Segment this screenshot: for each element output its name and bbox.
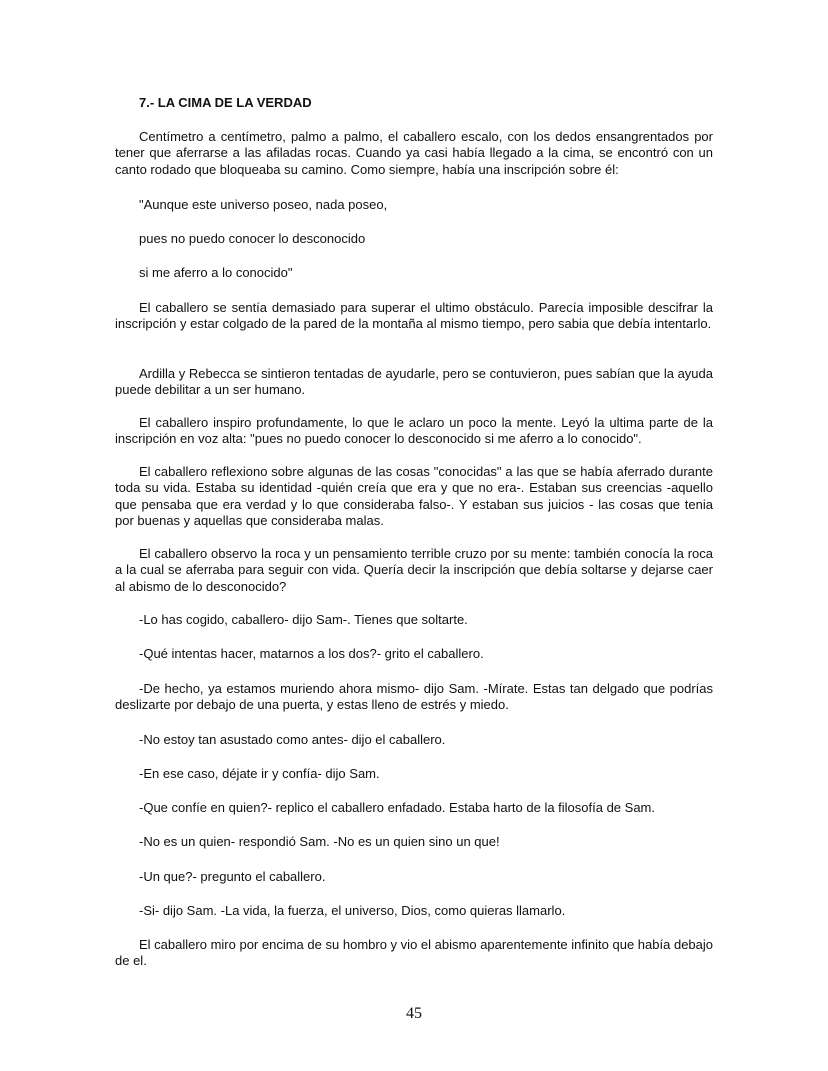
paragraph: El caballero observo la roca y un pensamiento terrible cruzo por su mente: también conocía la roca a la cual se aferraba para seguir con vida. Quería decir la inscripción que debía soltarse y dejarse caer al abismo de lo desconocido? xyxy=(115,546,713,594)
paragraph: Ardilla y Rebecca se sintieron tentadas de ayudarle, pero se contuvieron, pues sabían que la ayuda puede debilitar a un ser humano. xyxy=(115,366,713,398)
paragraph: El caballero inspiro profundamente, lo que le aclaro un poco la mente. Leyó la ultima parte de la inscripción en voz alta: "pues no puedo conocer lo desconocido si me aferro a lo conocido". xyxy=(115,415,713,447)
dialogue-line: -Qué intentas hacer, matarnos a los dos?- grito el caballero. xyxy=(139,646,484,661)
paragraph: Centímetro a centímetro, palmo a palmo, el caballero escalo, con los dedos ensangrentados por tener que aferrarse a las afiladas rocas. Cuando ya casi había llegado a la cima, se encontró con un canto rodado que bloqueaba su camino. Como siempre, había una inscripción sobre él: xyxy=(115,129,713,177)
dialogue-line: -Lo has cogido, caballero- dijo Sam-. Tienes que soltarte. xyxy=(139,612,468,627)
dialogue-line: -Un que?- pregunto el caballero. xyxy=(139,869,326,884)
dialogue-line: -De hecho, ya estamos muriendo ahora mismo- dijo Sam. -Mírate. Estas tan delgado que podrías deslizarte por debajo de una puerta, y estas lleno de estrés y miedo. xyxy=(115,681,713,713)
dialogue-line: -Que confíe en quien?- replico el caballero enfadado. Estaba harto de la filosofía de Sam. xyxy=(139,800,655,815)
paragraph: El caballero miro por encima de su hombro y vio el abismo aparentemente infinito que había debajo de el. xyxy=(115,937,713,969)
dialogue-line: -Si- dijo Sam. -La vida, la fuerza, el universo, Dios, como quieras llamarlo. xyxy=(139,903,566,918)
page-number: 45 xyxy=(406,1005,422,1022)
inscription-line: si me aferro a lo conocido" xyxy=(139,265,293,280)
dialogue-line: -No estoy tan asustado como antes- dijo el caballero. xyxy=(139,732,446,747)
dialogue-line: -En ese caso, déjate ir y confía- dijo Sam. xyxy=(139,766,380,781)
chapter-title: 7.- LA CIMA DE LA VERDAD xyxy=(139,95,312,110)
dialogue-line: -No es un quien- respondió Sam. -No es un quien sino un que! xyxy=(139,834,500,849)
inscription-line: "Aunque este universo poseo, nada poseo, xyxy=(139,197,388,212)
paragraph: El caballero reflexiono sobre algunas de las cosas "conocidas" a las que se había aferrado durante toda su vida. Estaba su identidad -quién creía que era y que no era-. Estaban sus creencias -aquello que pensaba que era verdad y lo que consideraba falso-. Y estaban sus juicios - las cosas que tenia por buenas y aquellas que consideraba malas. xyxy=(115,464,713,529)
paragraph: El caballero se sentía demasiado para superar el ultimo obstáculo. Parecía imposible descifrar la inscripción y estar colgado de la pared de la montaña al mismo tiempo, pero sabia que debía intentarlo. xyxy=(115,300,713,332)
inscription-line: pues no puedo conocer lo desconocido xyxy=(139,231,366,246)
